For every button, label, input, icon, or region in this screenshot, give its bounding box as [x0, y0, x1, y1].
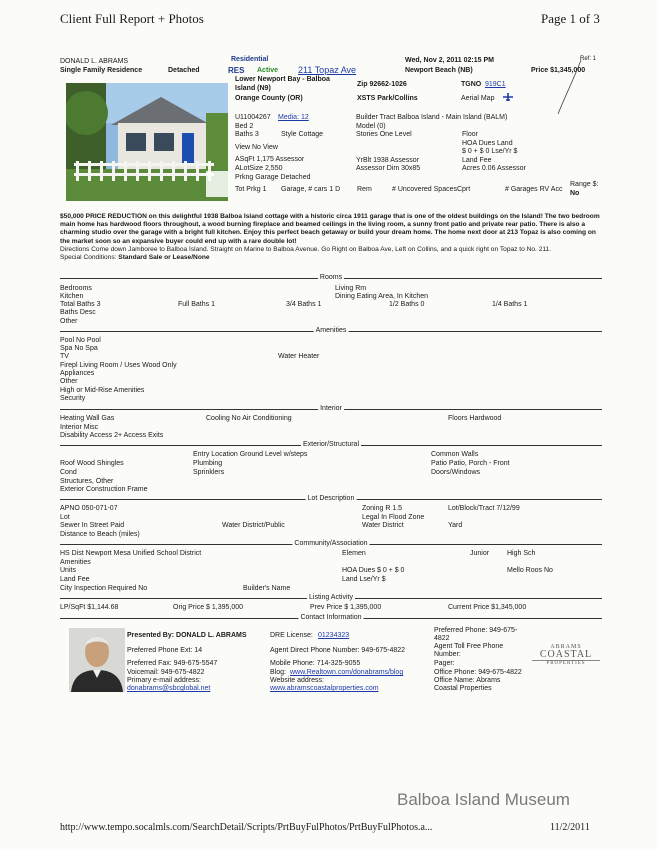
area-line-2: Island (N9): [235, 85, 271, 92]
lot-section-header: Lot Description: [60, 494, 602, 503]
office-name-cont: Coastal Properties: [434, 685, 492, 692]
tgno-label: TGNO: [461, 81, 482, 88]
garage-cars: Garage, # cars 1 D: [281, 186, 341, 193]
museum-watermark: Balboa Island Museum: [397, 790, 570, 809]
community-hoa-dues: HOA Dues $ 0 + $ 0: [342, 567, 405, 574]
pager: Pager:: [434, 660, 455, 667]
amenities-section-header: Amenities: [60, 326, 602, 335]
patio: Patio Patio, Porch - Front: [431, 460, 510, 467]
exterior-construction: Exterior Construction Frame: [60, 486, 148, 493]
pen-mark-icon: [555, 58, 585, 118]
quarter-baths: 1/4 Baths 1: [492, 301, 528, 308]
zoning: Zoning R 1.5: [362, 505, 403, 512]
doors-windows: Doors/Windows: [431, 469, 481, 476]
page-number: Page 1 of 3: [541, 11, 600, 26]
model: Model (0): [356, 123, 386, 130]
roof: Roof Wood Shingles: [60, 460, 124, 467]
distance-to-beach: Distance to Beach (miles): [60, 531, 140, 538]
builders-name: Builder's Name: [243, 585, 291, 592]
baths-count: Baths 3: [235, 131, 259, 138]
toll-free-label-cont: Number:: [434, 651, 461, 658]
hoa-dues-values: $ 0 + $ 0 Lse/Yr $: [462, 148, 518, 155]
appliances: Appliances: [60, 370, 95, 377]
airplane-icon[interactable]: [502, 92, 514, 102]
city-inspection: City Inspection Required No: [60, 585, 148, 592]
amenities-other: Other: [60, 378, 78, 385]
property-description: [60, 213, 605, 262]
disability-access: Disability Access 2+ Access Exits: [60, 432, 164, 439]
toll-free-label: Agent Toll Free Phone: [434, 643, 504, 650]
high-rise-amenities: High or Mid-Rise Amenities: [60, 387, 145, 394]
view: View No View: [235, 144, 278, 151]
county: Orange County (OR): [235, 95, 303, 102]
rem: Rem: [357, 186, 372, 193]
listing-type: Residential: [231, 56, 269, 63]
mobile-phone: Mobile Phone: 714-325-9055: [270, 660, 361, 667]
property-type: Single Family Residence: [60, 67, 143, 74]
preferred-phone-ext: Preferred Phone Ext: 14: [127, 647, 203, 654]
description-remarks: $50,000 PRICE REDUCTION on this delightful 1938 Balboa Island cottage with a historic circa 1911 garage that is one of the oldest buildings on the Island! The two bedroom main home has hardwood floors throughout, a wood burning fireplace and beamed ceilings in the living room, a sunny front patio and private rear patio. There is also a charming studio over the garage with a bright full kitchen. Enjoy this perfect beach getaway or build your dream home. The home next door at 213 Topaz is also coming on the market soon so an expansive buyer could end up with a rare double lot!: [60, 213, 600, 245]
sprinklers: Sprinklers: [193, 469, 225, 476]
blog-label: Blog:: [270, 669, 286, 676]
pool: Pool No Pool: [60, 337, 101, 344]
assessor-dim: Assessor Dim 30x85: [356, 165, 421, 172]
media-link[interactable]: Media: 12: [278, 114, 309, 121]
aerial-map-link[interactable]: Aerial Map: [461, 95, 495, 102]
address-link[interactable]: 211 Topaz Ave: [298, 65, 357, 75]
website-link[interactable]: www.abramscoastalproperties.com: [270, 685, 379, 692]
uncovered-spaces: # Uncovered SpacesCprt: [392, 186, 471, 193]
email-label: Primary e-mail address:: [127, 677, 201, 684]
blog-link[interactable]: www.Realtown.com/donabrams/blog: [290, 669, 404, 676]
security: Security: [60, 395, 86, 402]
units: Units: [60, 567, 76, 574]
spa: Spa No Spa: [60, 345, 98, 352]
entry-location: Entry Location Ground Level w/steps: [193, 451, 308, 458]
community-amenities: Amenities: [60, 559, 91, 566]
total-baths: Total Baths 3: [60, 301, 101, 308]
water-district: Water District: [362, 522, 404, 529]
cooling: Cooling No Air Conditioning: [206, 415, 292, 422]
lot-block-tract: Lot/Block/Tract 7/12/99: [448, 505, 520, 512]
stories: Stories One Level: [356, 131, 412, 138]
interior-section-header: Interior: [60, 404, 602, 413]
presented-by: Presented By: DONALD L. ABRAMS: [127, 632, 247, 639]
sewer: Sewer In Street Paid: [60, 522, 125, 529]
footer-date: 11/2/2011: [550, 822, 590, 833]
total-parking: Tot Prkg 1: [235, 186, 267, 193]
dre-license-link[interactable]: 01234323: [318, 632, 350, 639]
website-label: Website address:: [270, 677, 324, 684]
heating: Heating Wall Gas: [60, 415, 115, 422]
directions: Directions Come down Jamboree to Balboa Island. Straight on Marine to Balboa Avenue. Go Right on Balboa Ave, Left on Collins, and a quick right on Topaz to No. 211.: [60, 245, 552, 253]
area-line-1: Lower Newport Bay - Balboa: [235, 76, 330, 83]
hoa-dues-label: HOA Dues Land: [462, 140, 513, 147]
builder-tract: Builder Tract Balboa Island - Main Island (BALM): [356, 114, 508, 121]
city: Newport Beach (NB): [405, 67, 473, 74]
mls-number: U11004267: [235, 114, 271, 121]
kitchen: Kitchen: [60, 293, 84, 300]
parking: Prkng Garage Detached: [235, 174, 311, 181]
previous-price: Prev Price $ 1,395,000: [310, 604, 382, 611]
original-price: Orig Price $ 1,395,000: [173, 604, 244, 611]
ref-number: Ref: 1: [580, 56, 597, 62]
activity-section-header: Listing Activity: [60, 593, 602, 602]
bedrooms-count: Bed 2: [235, 123, 254, 130]
water-district-public: Water District/Public: [222, 522, 285, 529]
range-label: Range $:: [570, 181, 599, 188]
report-date: Wed, Nov 2, 2011 02:15 PM: [405, 57, 494, 64]
company-logo: ABRAMS COASTAL PROPERTIES: [532, 644, 600, 666]
agent-name: DONALD L. ABRAMS: [60, 58, 129, 65]
hs-district: HS Dist Newport Mesa Unified School District: [60, 550, 202, 557]
preferred-phone-cont: 4822: [434, 635, 450, 642]
cross-streets: XSTS Park/Collins: [357, 95, 418, 102]
office-phone: Office Phone: 949-675-4822: [434, 669, 522, 676]
rooms-other: Other: [60, 318, 78, 325]
current-price: Current Price $1,345,000: [448, 604, 527, 611]
style: Style Cottage: [281, 131, 324, 138]
footer-url: http://www.tempo.socalmls.com/SearchDetail/Scripts/PrtBuyFulPhotos/PrtBuyFulPhotos.a...: [60, 822, 433, 833]
house-photo: [66, 83, 228, 201]
elementary: Elemen: [342, 550, 366, 557]
fireplace: Firepl Living Room / Uses Wood Only: [60, 362, 177, 369]
structures-other: Structures, Other: [60, 478, 114, 485]
preferred-fax: Preferred Fax: 949-675-5547: [127, 660, 218, 667]
community-section-header: Community/Association: [60, 539, 602, 548]
lot: Lot: [60, 514, 70, 521]
water-heater: Water Heater: [278, 353, 320, 360]
special-conditions: Standard Sale or Lease/None: [118, 254, 210, 262]
legal: Legal In Flood Zone: [362, 514, 425, 521]
preferred-phone: Preferred Phone: 949-675-: [434, 627, 518, 634]
yard: Yard: [448, 522, 463, 529]
land-lease: Land Lse/Yr $: [342, 576, 386, 583]
lot-size: ALotSize 2,550: [235, 165, 283, 172]
community-land-fee: Land Fee: [60, 576, 90, 583]
zip: Zip 92662-1026: [357, 81, 407, 88]
condition: Cond: [60, 469, 77, 476]
detached-label: Detached: [168, 67, 200, 74]
land-fee: Land Fee: [462, 157, 492, 164]
baths-desc: Baths Desc: [60, 309, 96, 316]
exterior-section-header: Exterior/Structural: [60, 440, 602, 449]
living-sqft: ASqFt 1,175 Assessor: [235, 156, 305, 163]
tgno-link[interactable]: 919C1: [485, 81, 506, 88]
half-baths: 1/2 Baths 0: [389, 301, 425, 308]
price: Price $1,345,000: [531, 67, 586, 74]
full-baths: Full Baths 1: [178, 301, 215, 308]
voicemail: Voicemail: 949-675-4822: [127, 669, 205, 676]
status-badge: Active: [257, 67, 279, 74]
res-code: RES: [228, 66, 245, 75]
office-name: Office Name: Abrams: [434, 677, 501, 684]
garages-count: # Garages RV Acc: [505, 186, 563, 193]
acres: Acres 0.06 Assessor: [462, 165, 526, 172]
special-conditions-label: Special Conditions:: [60, 254, 117, 262]
floor: Floor: [462, 131, 478, 138]
report-title: Client Full Report + Photos: [60, 11, 204, 26]
tv: TV: [60, 353, 69, 360]
interior-misc: Interior Misc: [60, 424, 99, 431]
year-built: YrBlt 1938 Assessor: [356, 157, 420, 164]
living-room: Living Rm: [335, 285, 367, 292]
high-school: High Sch: [507, 550, 536, 557]
floors: Floors Hardwood: [448, 415, 502, 422]
agent-photo: [69, 628, 125, 692]
dining: Dining Eating Area, In Kitchen: [335, 293, 429, 300]
mello-roos: Mello Roos No: [507, 567, 553, 574]
rooms-section-header: Rooms: [60, 273, 602, 282]
junior-high: Junior: [470, 550, 490, 557]
dre-label: DRE License:: [270, 632, 313, 639]
contact-section-header: Contact Information: [60, 613, 602, 622]
agent-direct-phone: Agent Direct Phone Number: 949-675-4822: [270, 647, 406, 654]
range-value: No: [570, 190, 580, 197]
email-link[interactable]: donabrams@sbcglobal.net: [127, 685, 211, 692]
lp-per-sqft: LP/SqFt $1,144.68: [60, 604, 119, 611]
three-quarter-baths: 3/4 Baths 1: [286, 301, 322, 308]
apno: APNO 050-071-07: [60, 505, 118, 512]
bedrooms: Bedrooms: [60, 285, 92, 292]
common-walls: Common Walls: [431, 451, 479, 458]
plumbing: Plumbing: [193, 460, 223, 467]
